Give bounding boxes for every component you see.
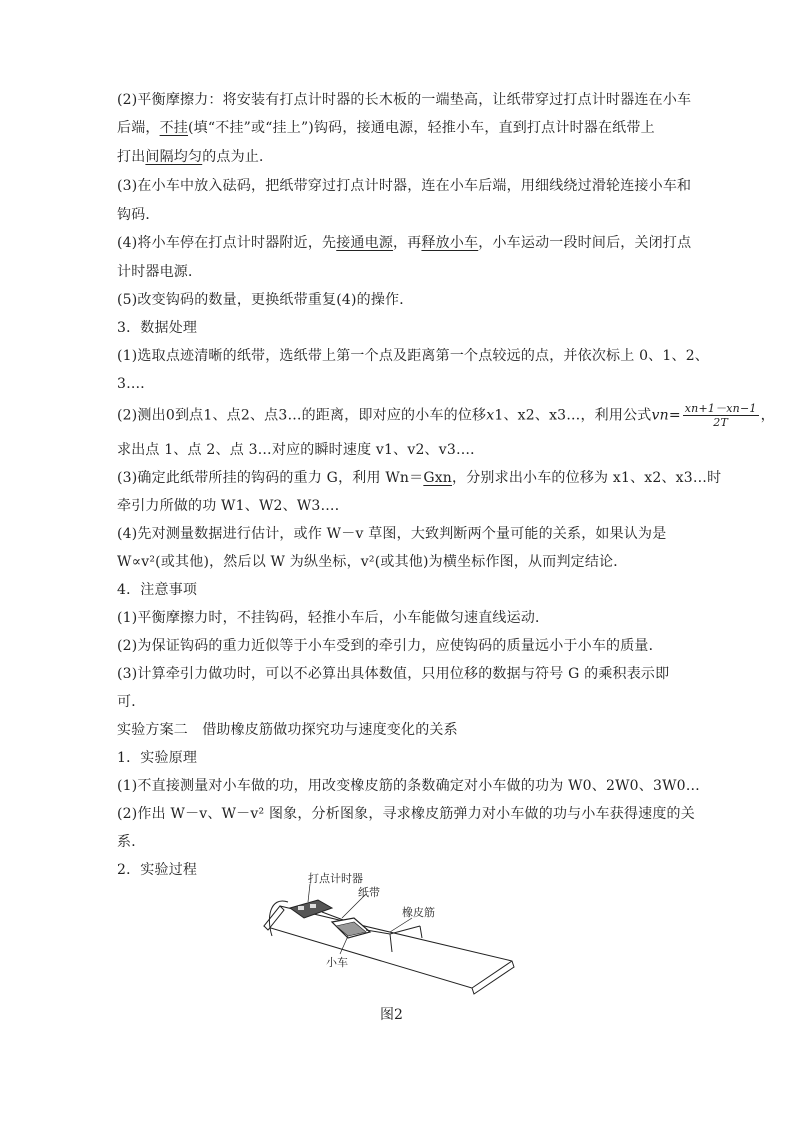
formula-fraction: $\frac{xn+1-xn-1}{2T}$ — [684, 402, 757, 429]
text-line: (4)将小车停在打点计时器附近，先接通电源，再释放小车，小车运动一段时间后，关闭打点 — [117, 235, 692, 251]
label-timer: 打点计时器 — [308, 872, 363, 885]
section-heading: 3．数据处理 — [117, 320, 198, 336]
answer-blank: 接通电源 — [336, 235, 394, 251]
long-board — [264, 906, 514, 994]
text-line: (1)平衡摩擦力时，不挂钩码，轻推小车后，小车能做匀速直线运动． — [117, 610, 550, 626]
text-line: 系． — [117, 834, 146, 850]
section-heading: 1．实验原理 — [117, 750, 198, 766]
text-line: 后端，不挂(填“不挂”或“挂上”)钩码，接通电源，轻推小车，直到打点计时器在纸带上 — [117, 120, 655, 136]
answer-blank: 间隔均匀 — [145, 149, 203, 165]
experiment-diagram — [262, 866, 532, 996]
plan-heading: 实验方案二 借助橡皮筋做功探究功与速度变化的关系 — [117, 722, 458, 738]
text-line: (2)平衡摩擦力：将安装有打点计时器的长木板的一端垫高，让纸带穿过打点计时器连在小车 — [117, 92, 692, 108]
text-line: (1)选取点迹清晰的纸带，选纸带上第一个点及距离第一个点较远的点，并依次标上 0、1、2、 — [117, 348, 710, 364]
text-line: 牵引力所做的功 W1、W2、W3…． — [117, 498, 349, 514]
text-line: (4)先对测量数据进行估计，或作 W－v 草图，大致判断两个量可能的关系，如果认为是 — [117, 526, 667, 542]
text-line: 求出点 1、点 2、点 3…对应的瞬时速度 v1、v2、v3…． — [117, 442, 485, 458]
text-line: 打出间隔均匀的点为止． — [117, 149, 274, 165]
text-line: (3)确定此纸带所挂的钩码的重力 G，利用 Wn＝Gxn，分别求出小车的位移为 x1、x2、x3…时 — [117, 470, 722, 486]
answer-blank: 释放小车 — [421, 235, 479, 251]
text-line: W∝v²(或其他)，然后以 W 为纵坐标，v²(或其他)为横坐标作图，从而判定结论． — [117, 554, 628, 570]
section-heading: 2．实验过程 — [117, 862, 198, 878]
text-line: (2)为保证钩码的重力近似等于小车受到的牵引力，应使钩码的质量远小于小车的质量． — [117, 638, 663, 654]
text-line: 3…． — [117, 376, 155, 392]
label-rubber-band: 橡皮筋 — [402, 906, 435, 919]
text-line: (3)计算牵引力做功时，可以不必算出具体数值，只用位移的数据与符号 G 的乘积表示即 — [117, 666, 670, 682]
text-line: (1)不直接测量对小车做的功，用改变橡皮筋的条数确定对小车做的功为 W0、2W0、3W0… — [117, 778, 700, 794]
text-line: 钩码． — [117, 207, 160, 223]
text-line: (3)在小车中放入砝码，把纸带穿过打点计时器，连在小车后端，用细线绕过滑轮连接小车和 — [117, 178, 692, 194]
text-line: 计时器电源． — [117, 264, 203, 280]
text-line: (2)作出 W－v、W－v² 图象，分析图象，寻求橡皮筋弹力对小车做的功与小车获得速度的关 — [117, 806, 695, 822]
answer-blank: Gxn — [423, 470, 453, 486]
answer-blank: 不挂 — [159, 120, 189, 136]
text-line: (2)测出0到点1、点2、点3…的距离，即对应的小车的位移x1、x2、x3…，利用公式vn= $\frac{xn+1-xn-1}{2T}$ ， — [117, 402, 775, 429]
label-tape: 纸带 — [358, 886, 380, 899]
label-cart: 小车 — [326, 956, 348, 969]
text-line: 可． — [117, 694, 146, 710]
text-line: (5)改变钩码的数量，更换纸带重复(4)的操作． — [117, 292, 414, 308]
section-heading: 4．注意事项 — [117, 582, 198, 598]
figure-caption: 图2 — [380, 1007, 403, 1023]
